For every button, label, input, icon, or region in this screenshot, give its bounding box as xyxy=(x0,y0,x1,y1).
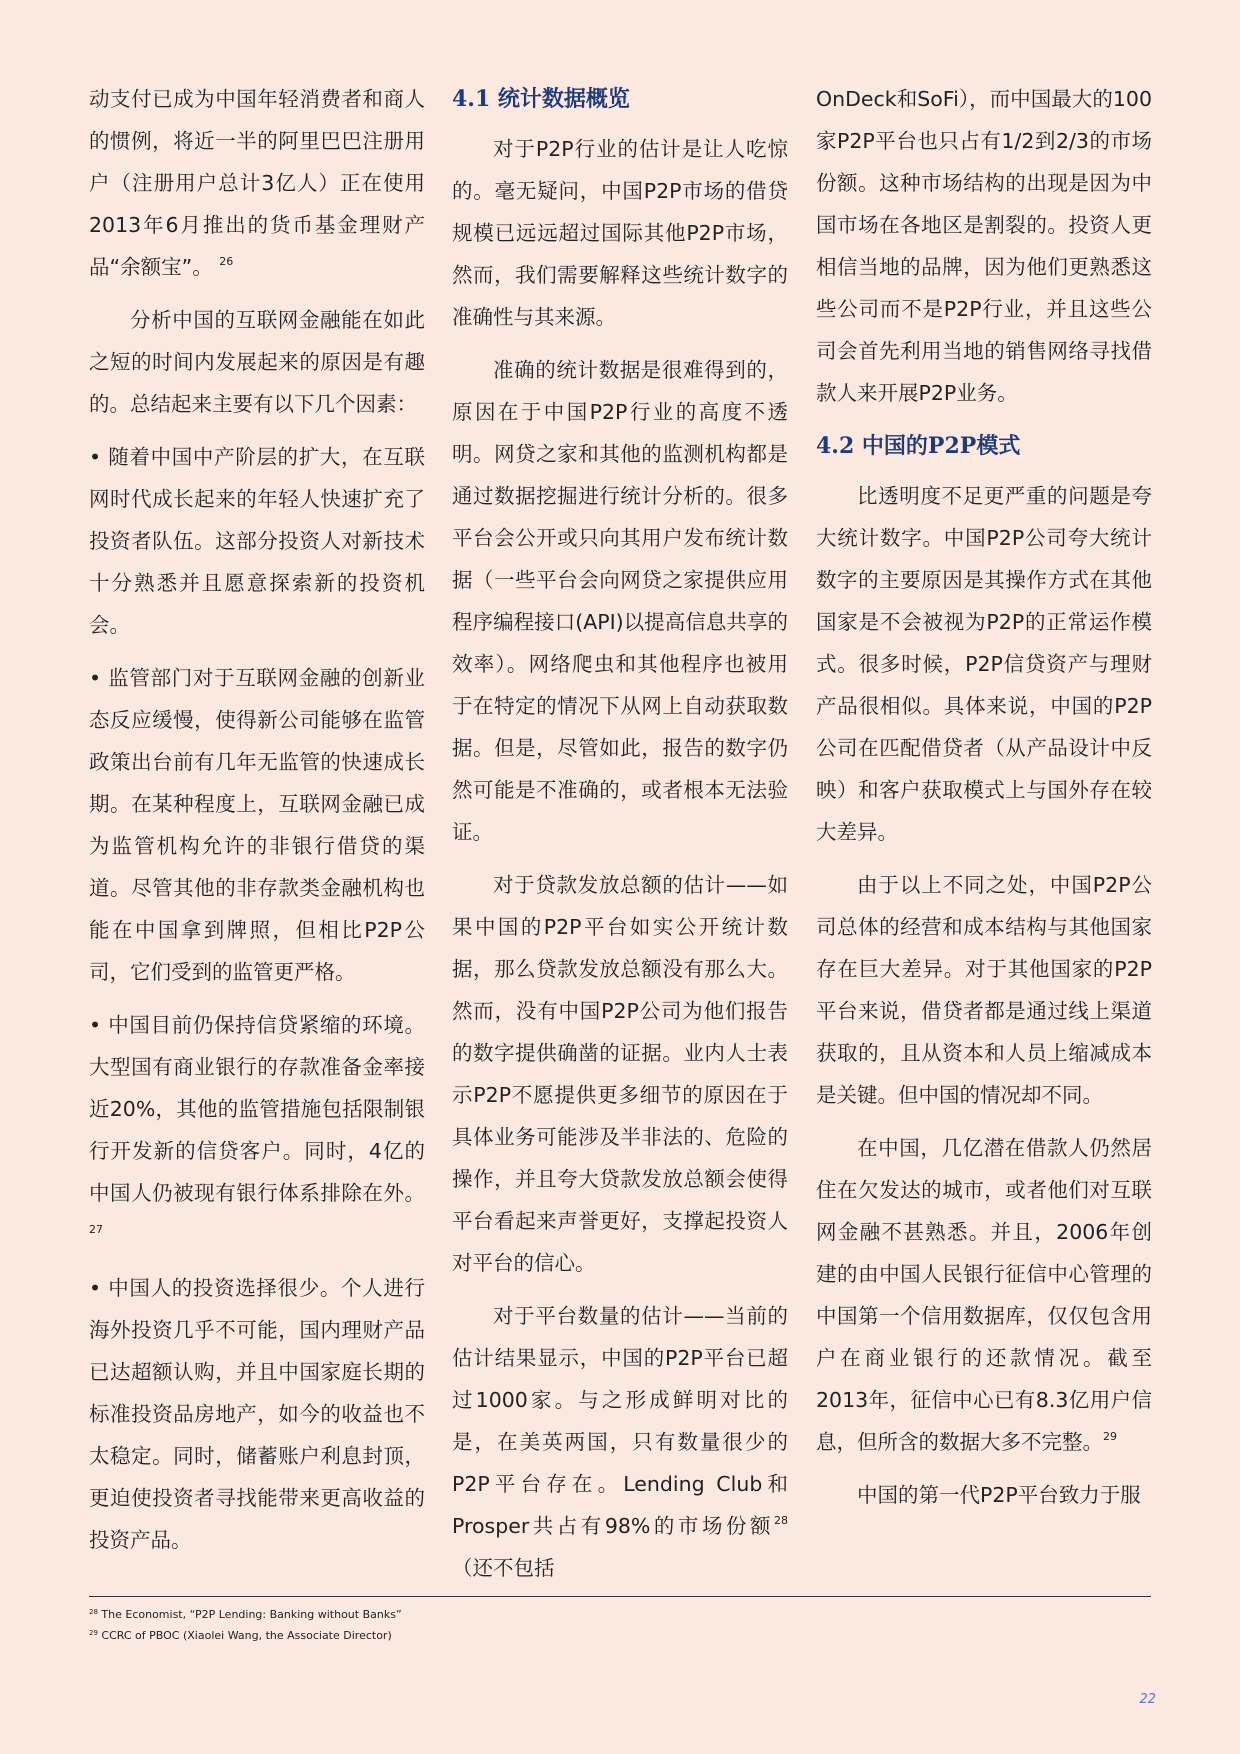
column-1 xyxy=(89,78,425,1572)
paragraph: 动支付已成为中国年轻消费者和商人的惯例，将近一半的阿里巴巴注册用户（注册用户总计3亿人）正在使用2013年6月推出的货币基金理财产品“余额宝”。 $^{26}$ xyxy=(89,87,425,279)
bullet-item: • 中国人的投资选择很少。个人进行海外投资几乎不可能，国内理财产品已达超额认购，并且中国家庭长期的标准投资品房地产，如今的收益也不太稳定。同时，储蓄账户利息封顶，更迫使投资者寻找能带来更高收益的投资产品。 xyxy=(89,1276,425,1552)
bullet-item: • 随着中国中产阶层的扩大，在互联网时代成长起来的年轻人快速扩充了投资者队伍。这部分投资人对新技术十分熟悉并且愿意探索新的投资机会。 xyxy=(89,445,425,637)
footnote-ref[interactable]: 29 xyxy=(1103,1430,1117,1443)
paragraph: 对于P2P行业的估计是让人吃惊的。毫无疑问，中国P2P市场的借贷规模已远远超过国际其他P2P市场，然而，我们需要解释这些统计数字的准确性与其来源。 xyxy=(452,137,788,329)
column-2 xyxy=(452,78,788,1600)
footnote: $^{29}$ CCRC of PBOC (Xiaolei Wang, the Associate Director) xyxy=(89,1629,392,1642)
paragraph: 由于以上不同之处，中国P2P公司总体的经营和成本结构与其他国家存在巨大差异。对于其他国家的P2P平台来说，借贷者都是通过线上渠道获取的，且从资本和人员上缩减成本是关键。但中国的情况却不同。 xyxy=(816,873,1152,1107)
section-heading: 4.2 中国的P2P模式 xyxy=(816,433,1021,459)
page-number: 22 xyxy=(1139,1692,1156,1707)
footnote-ref[interactable]: 28 xyxy=(774,1514,788,1527)
section-heading: 4.1 统计数据概览 xyxy=(452,86,630,112)
paragraph: 比透明度不足更严重的问题是夸大统计数字。中国P2P公司夸大统计数字的主要原因是其操作方式在其他国家是不会被视为P2P的正常运作模式。很多时候，P2P信贷资产与理财产品很相似。具体来说，中国的P2P公司在匹配借贷者（从产品设计中反映）和客户获取模式上与国外存在较大差异。 xyxy=(816,484,1152,844)
paragraph: 对于平台数量的估计——当前的估计结果显示，中国的P2P平台已超过1000家。与之形成鲜明对比的是，在美英两国，只有数量很少的P2P平台存在。Lending Club和 Prosper共占有98%的市场份额$^{28}$（还不包括 xyxy=(452,1304,788,1580)
footnote-ref[interactable]: 26 xyxy=(219,255,234,268)
paragraph: 准确的统计数据是很难得到的，原因在于中国P2P行业的高度不透明。网贷之家和其他的监测机构都是通过数据挖掘进行统计分析的。很多平台会公开或只向其用户发布统计数据（一些平台会向网贷之家提供应用程序编程接口(API)以提高信息共享的效率）。网络爬虫和其他程序也被用于在特定的情况下从网上自动获取数据。但是，尽管如此，报告的数字仍然可能是不准确的，或者根本无法验证。 xyxy=(452,358,788,844)
footnote: $^{28}$ The Economist, “P2P Lending: Banking without Banks” xyxy=(89,1608,402,1621)
paragraph: OnDeck和SoFi），而中国最大的100家P2P平台也只占有1/2到2/3的市场份额。这种市场结构的出现是因为中国市场在各地区是割裂的。投资人更相信当地的品牌，因为他们更熟悉这些公司而不是P2P行业，并且这些公司会首先利用当地的销售网络寻找借款人来开展P2P业务。 xyxy=(816,87,1152,405)
bullet-item: • 中国目前仍保持信贷紧缩的环境。大型国有商业银行的存款准备金率接近20%，其他的监管措施包括限制银行开发新的信贷客户。同时，4亿的中国人仍被现有银行体系排除在外。 $^{27}$ xyxy=(89,1013,425,1236)
footnote-ref[interactable]: 27 xyxy=(89,1223,103,1236)
paragraph: 中国的第一代P2P平台致力于服 xyxy=(857,1483,1141,1507)
bullet-item: • 监管部门对于互联网金融的创新业态反应缓慢，使得新公司能够在监管政策出台前有几年无监管的快速成长期。在某种程度上，互联网金融已成为监管机构允许的非银行借贷的渠道。尽管其他的非存款类金融机构也能在中国拿到牌照，但相比P2P公司，它们受到的监管更严格。 xyxy=(89,666,425,984)
column-3 xyxy=(816,78,1152,1527)
paragraph: 在中国，几亿潜在借款人仍然居住在欠发达的城市，或者他们对互联网金融不甚熟悉。并且，2006年创建的由中国人民银行征信中心管理的中国第一个信用数据库，仅仅包含用户在商业银行的还款情况。截至2013年，征信中心已有8.3亿用户信息，但所含的数据大多不完整。$^{29}$ xyxy=(816,1136,1152,1454)
footnote-divider xyxy=(89,1596,1151,1597)
paragraph: 分析中国的互联网金融能在如此之短的时间内发展起来的原因是有趣的。总结起来主要有以下几个因素： xyxy=(89,308,425,416)
paragraph: 对于贷款发放总额的估计——如果中国的P2P平台如实公开统计数据，那么贷款发放总额没有那么大。然而，没有中国P2P公司为他们报告的数字提供确凿的证据。业内人士表示P2P不愿提供更多细节的原因在于具体业务可能涉及半非法的、危险的操作，并且夸大贷款发放总额会使得平台看起来声誉更好，支撑起投资人对平台的信心。 xyxy=(452,873,788,1275)
footnotes xyxy=(89,1604,402,1646)
